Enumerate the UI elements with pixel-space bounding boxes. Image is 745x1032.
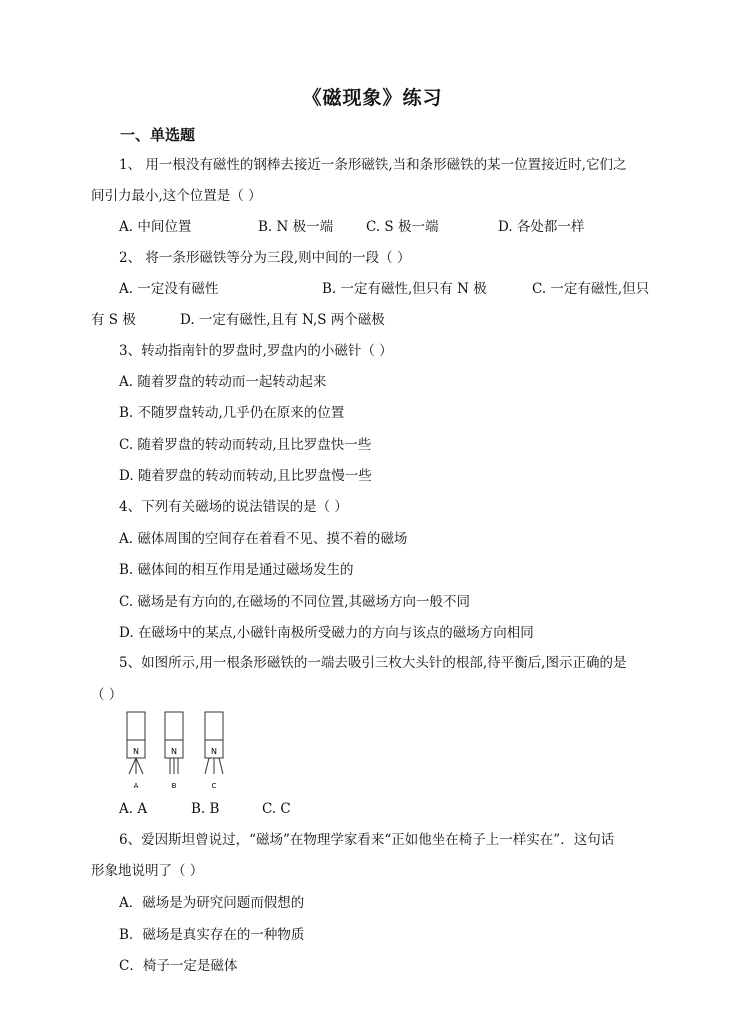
question-4-option-a: A. 磁体周围的空间存在着看不见、摸不着的磁场 bbox=[119, 531, 408, 547]
question-3-option-c: C. 随着罗盘的转动而转动,且比罗盘快一些 bbox=[119, 437, 372, 453]
question-2-option-d: D. 一定有磁性,且有 N,S 两个磁极 bbox=[180, 312, 385, 328]
question-5-option-c: C. C bbox=[262, 801, 291, 817]
question-3-option-a: A. 随着罗盘的转动而一起转动起来 bbox=[119, 374, 327, 390]
question-5-text-cont: （ ） bbox=[91, 687, 123, 703]
question-2-option-c-cont: 有 S 极 bbox=[91, 312, 136, 328]
question-4-option-d: D. 在磁场中的某点,小磁针南极所受磁力的方向与该点的磁场方向相同 bbox=[119, 625, 534, 641]
question-3-option-b: B. 不随罗盘转动,几乎仍在原来的位置 bbox=[119, 405, 345, 421]
question-2-option-a: A. 一定没有磁性 bbox=[119, 281, 219, 297]
figure-magnet-b-pole: N bbox=[171, 747, 177, 756]
question-6-text-cont: 形象地说明了（ ） bbox=[91, 863, 204, 879]
figure-magnet-c bbox=[205, 712, 223, 790]
figure-magnet-a bbox=[127, 712, 145, 790]
question-1-text-cont: 间引力最小,这个位置是（ ） bbox=[91, 188, 262, 204]
question-5-text: 5、如图所示,用一根条形磁铁的一端去吸引三枚大头针的根部,待平衡后,图示正确的是 bbox=[119, 655, 627, 671]
question-6-option-b: B．磁场是真实存在的一种物质 bbox=[119, 927, 305, 943]
question-6-option-c: C．椅子一定是磁体 bbox=[119, 958, 238, 974]
figure-magnet-b bbox=[165, 712, 183, 790]
question-1-option-d: D. 各处都一样 bbox=[498, 219, 585, 235]
question-3-text: 3、转动指南针的罗盘时,罗盘内的小磁针（ ） bbox=[119, 343, 393, 359]
figure-label-b: B bbox=[171, 782, 177, 790]
figure-magnet-c-pole: N bbox=[211, 747, 217, 756]
figure-label-a: A bbox=[133, 782, 139, 790]
question-6-option-a: A．磁场是为研究问题而假想的 bbox=[119, 895, 305, 911]
figure-label-c: C bbox=[211, 782, 217, 790]
question-3-option-d: D. 随着罗盘的转动而转动,且比罗盘慢一些 bbox=[119, 468, 372, 484]
figure-magnet-a-pole: N bbox=[133, 747, 139, 756]
document-title: 《磁现象》练习 bbox=[302, 87, 443, 109]
question-4-text: 4、下列有关磁场的说法错误的是（ ） bbox=[119, 499, 348, 515]
section-heading: 一、单选题 bbox=[120, 126, 196, 144]
question-1-option-c: C. S 极一端 bbox=[366, 219, 439, 235]
question-1-option-a: A. 中间位置 bbox=[119, 219, 192, 235]
question-5-option-a: A. A bbox=[119, 801, 148, 817]
question-1-text: 1、 用一根没有磁性的钢棒去接近一条形磁铁,当和条形磁铁的某一位置接近时,它们之 bbox=[119, 157, 627, 173]
question-1-option-b: B. N 极一端 bbox=[258, 219, 334, 235]
question-2-option-b: B. 一定有磁性,但只有 N 极 bbox=[322, 281, 487, 297]
question-2-option-c: C. 一定有磁性,但只 bbox=[532, 281, 650, 297]
question-4-option-c: C. 磁场是有方向的,在磁场的不同位置,其磁场方向一般不同 bbox=[119, 594, 471, 610]
magnet-pins-figure bbox=[115, 710, 245, 792]
question-6-text: 6、爱因斯坦曾说过，“磁场”在物理学家看来“正如他坐在椅子上一样实在”．这句话 bbox=[119, 832, 615, 848]
question-2-text: 2、 将一条形磁铁等分为三段,则中间的一段（ ） bbox=[119, 250, 411, 266]
question-4-option-b: B. 磁体间的相互作用是通过磁场发生的 bbox=[119, 562, 354, 578]
question-5-option-b: B. B bbox=[191, 801, 220, 817]
